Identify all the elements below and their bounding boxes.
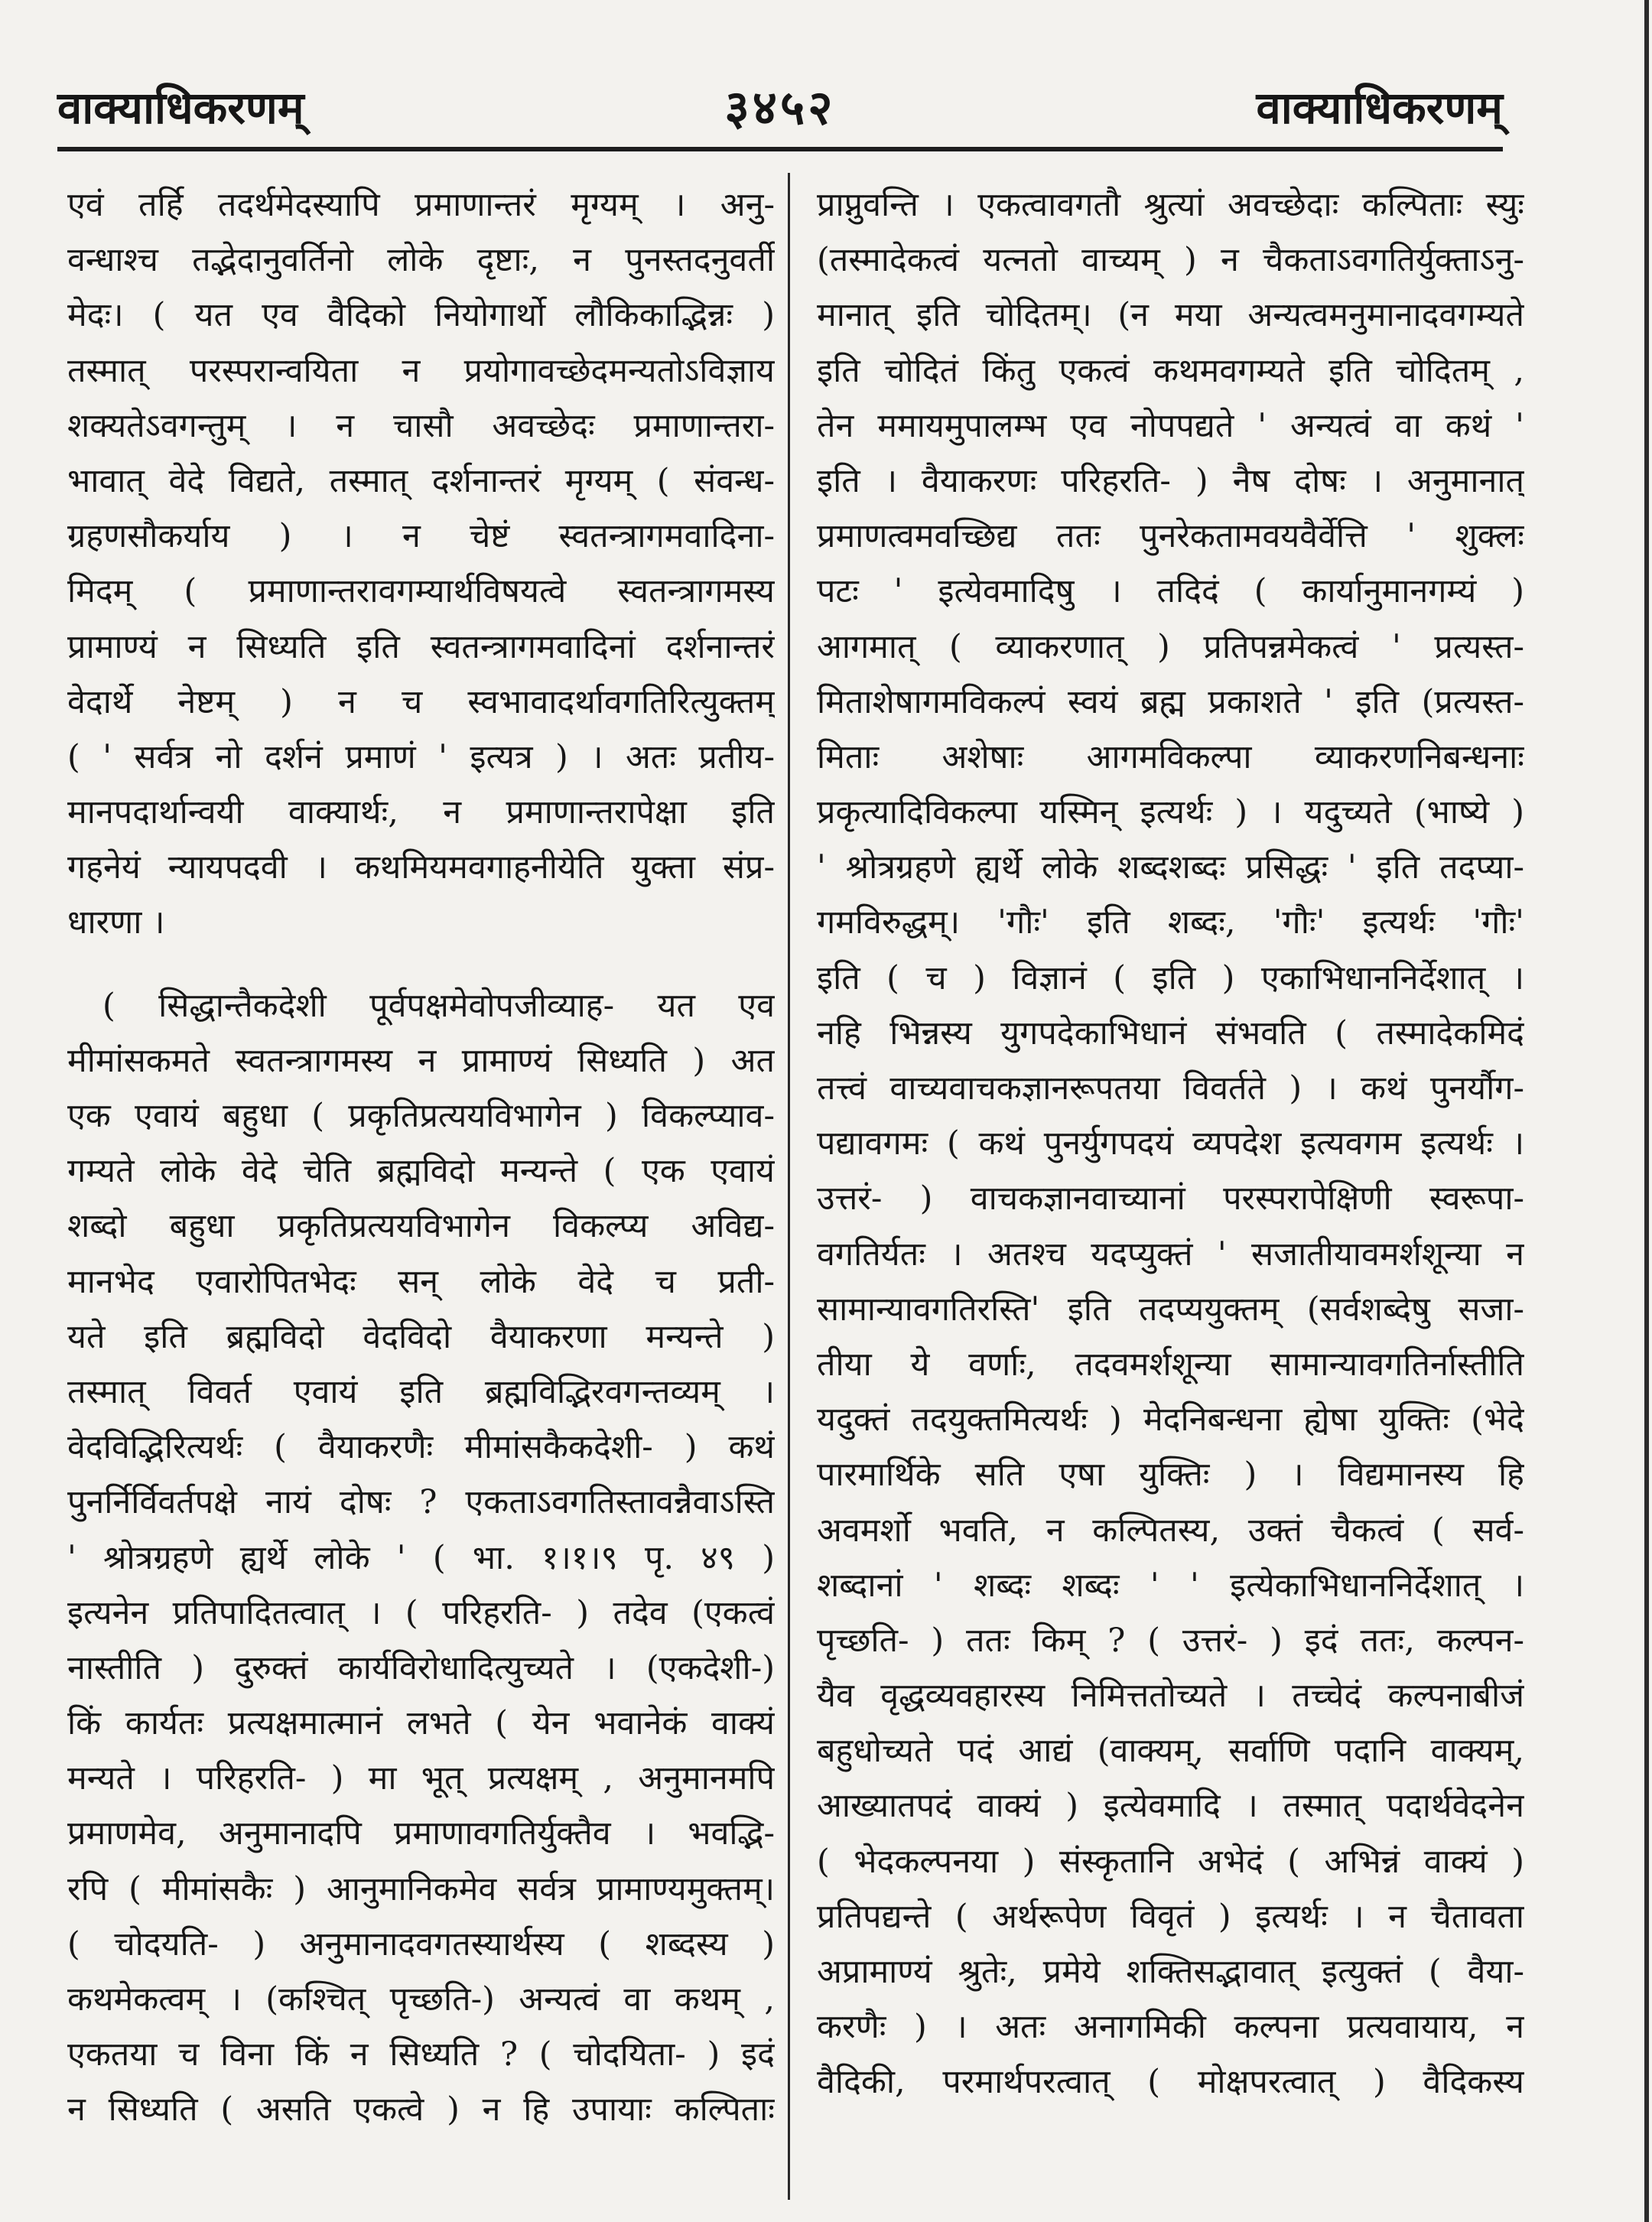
page-number: ३४५२ xyxy=(724,80,836,135)
text-line: अप्रामाण्यं श्रुतेः, प्रमेये शक्तिसद्भावात् इत्युक्तं ( वैया- xyxy=(817,1953,1524,1991)
text-line: ( चोदयति- ) अनुमानादवगतस्यार्थस्य ( शब्दस्य ) xyxy=(67,1924,775,1963)
text-line: ( भेदकल्पनया ) संस्कृतानि अभेदं ( अभिन्नं वाक्यं ) xyxy=(817,1842,1524,1881)
text-line: उत्तरं- ) वाचकज्ञानवाच्यानां परस्परापेक्षिणी स्वरूपा- xyxy=(817,1179,1524,1218)
text-line: गहनेयं न्यायपदवी । कथमियमवगाहनीयेति युक्ता संप्र- xyxy=(67,848,775,887)
text-line: यते इति ब्रह्मविदो वेदविदो वैयाकरणा मन्यन्ते ) xyxy=(67,1317,775,1356)
text-line: मेदः। ( यत एव वैदिको नियोगार्थो लौकिकाद्भिन्नः ) xyxy=(67,296,775,335)
text-line: ग्रहणसौकर्याय ) । न चेष्टं स्वतन्त्रागमवादिना- xyxy=(67,517,775,556)
text-line: मन्यते । परिहरति- ) मा भूत् प्रत्यक्षम् , अनुमानमपि xyxy=(67,1759,775,1798)
text-line: ' श्रोत्रग्रहणे ह्यर्थे लोके ' ( भा. १।१।९ पृ. ४९ ) xyxy=(67,1538,775,1577)
text-line: प्रकृत्यादिविकल्पा यस्मिन् इत्यर्थः ) । यदुच्यते (भाष्ये ) xyxy=(817,793,1524,832)
text-line: यैव वृद्धव्यवहारस्य निमित्ततोच्यते । तच्चेदं कल्पनाबीजं xyxy=(817,1677,1524,1716)
text-line: बहुधोच्यते पदं आद्यं (वाक्यम्, सर्वाणि पदानि वाक्यम्, xyxy=(817,1732,1524,1771)
text-line: रपि ( मीमांसकैः ) आनुमानिकमेव सर्वत्र प्रामाण्यमुक्तम्। xyxy=(67,1869,775,1908)
text-line: धारणा । xyxy=(67,903,165,942)
text-line: तत्त्वं वाच्यवाचकज्ञानरूपतया विवर्तते ) । कथं पुनर्यौग- xyxy=(817,1069,1524,1108)
text-line: अवमर्शो भवति, न कल्पितस्य, उक्तं चैकत्वं ( सर्व- xyxy=(817,1511,1524,1550)
text-line: वगतिर्यतः । अतश्च यदप्युक्तं ' सजातीयावमर्शशून्या न xyxy=(817,1235,1524,1274)
text-line: गमविरुद्धम्। 'गौः' इति शब्दः, 'गौः' इत्यर्थः 'गौः' xyxy=(817,903,1524,942)
text-line: पद्यावगमः ( कथं पुनर्युगपदयं व्यपदेश इत्यवगम इत्यर्थः । xyxy=(817,1124,1524,1163)
text-line: मानभेद एवारोपितभेदः सन् लोके वेदे च प्रती- xyxy=(67,1262,775,1301)
text-line: न सिध्यति ( असति एकत्वे ) न हि उपायाः कल्पिताः xyxy=(67,2090,775,2129)
text-line: इत्यनेन प्रतिपादितत्वात् । ( परिहरति- ) तदेव (एकत्वं xyxy=(67,1593,775,1632)
text-line: ( ' सर्वत्र नो दर्शनं प्रमाणं ' इत्यत्र ) । अतः प्रतीय- xyxy=(67,737,775,776)
text-line: पारमार्थिके सति एषा युक्तिः ) । विद्यमानस्य हि xyxy=(817,1456,1524,1495)
text-line: वन्धाश्च तद्भेदानुवर्तिनो लोके दृष्टाः, न पुनस्तदनुवर्ती xyxy=(67,241,775,280)
running-title-right: वाक्याधिकरणम् xyxy=(1256,82,1503,134)
text-line: मिताशेषागमविकल्पं स्वयं ब्रह्म प्रकाशते ' इति (प्रत्यस्त- xyxy=(817,682,1524,721)
text-line: वेदविद्भिरित्यर्थः ( वैयाकरणैः मीमांसकैकदेशी- ) कथं xyxy=(67,1428,775,1467)
text-line: (तस्मादेकत्वं यत्नतो वाच्यम् ) न चैकताऽवगतिर्युक्ताऽनु- xyxy=(817,241,1524,280)
text-line: इति चोदितं किंतु एकत्वं कथमवगम्यते इति चोदितम् , xyxy=(817,351,1524,390)
page-header xyxy=(57,73,1503,147)
text-line: मानपदार्थान्वयी वाक्यार्थः, न प्रमाणान्तरापेक्षा इति xyxy=(67,793,775,832)
text-line: आख्यातपदं वाक्यं ) इत्येवमादि । तस्मात् पदार्थवेदनेन xyxy=(817,1787,1524,1826)
text-line: मानात् इति चोदितम्। (न मया अन्यत्वमनुमानादवगम्यते xyxy=(817,296,1524,335)
text-line: करणैः ) । अतः अनागमिकी कल्पना प्रत्यवायाय, न xyxy=(817,2008,1524,2047)
text-line: नास्तीति ) दुरुक्तं कार्यविरोधादित्युच्यते । (एकदेशी-) xyxy=(67,1648,775,1687)
text-line: मिदम् ( प्रमाणान्तरावगम्यार्थविषयत्वे स्वतन्त्रागमस्य xyxy=(67,572,775,611)
text-line: ' श्रोत्रग्रहणे ह्यर्थे लोके शब्दशब्दः प्रसिद्धः ' इति तदप्या- xyxy=(817,848,1524,887)
text-line: शक्यतेऽवगन्तुम् । न चासौ अवच्छेदः प्रमाणान्तरा- xyxy=(67,406,775,445)
text-line: एवं तर्हि तदर्थमेदस्यापि प्रमाणान्तरं मृग्यम् । अनु- xyxy=(67,186,775,224)
text-line: शब्दानां ' शब्दः शब्दः ' ' इत्येकाभिधाननिर्देशात् । xyxy=(817,1566,1524,1605)
text-line: तीया ये वर्णाः, तदवमर्शशून्या सामान्यावगतिर्नास्तीति xyxy=(817,1345,1524,1384)
header-rule xyxy=(57,147,1503,151)
text-line: यदुक्तं तदयुक्तमित्यर्थः ) मेदनिबन्धना ह्येषा युक्तिः (भेदे xyxy=(817,1401,1524,1440)
text-line: कथमेकत्वम् । (कश्चित् पृच्छति-) अन्यत्वं वा कथम् , xyxy=(67,1980,775,2019)
text-line: भावात् वेदे विद्यते, तस्मात् दर्शनान्तरं मृग्यम् ( संवन्ध- xyxy=(67,461,775,500)
text-line: तेन ममायमुपालम्भ एव नोपपद्यते ' अन्यत्वं वा कथं ' xyxy=(817,406,1524,445)
text-line: वैदिकी, परमार्थपरत्वात् ( मोक्षपरत्वात् ) वैदिकस्य xyxy=(817,2063,1524,2102)
text-line: एकतया च विना किं न सिध्यति ? ( चोदयिता- ) इदं xyxy=(67,2035,775,2074)
text-line: गम्यते लोके वेदे चेति ब्रह्मविदो मन्यन्ते ( एक एवायं xyxy=(67,1152,775,1191)
text-line: किं कार्यतः प्रत्यक्षमात्मानं लभते ( येन भवानेकं वाक्यं xyxy=(67,1704,775,1743)
text-line: सामान्यावगतिरस्ति' इति तदप्ययुक्तम् (सर्वशब्देषु सजा- xyxy=(817,1290,1524,1329)
text-line: तस्मात् परस्परान्वयिता न प्रयोगावच्छेदमन्यतोऽविज्ञाय xyxy=(67,351,775,390)
text-line: प्रमाणमेव, अनुमानादपि प्रमाणावगतिर्युक्तैव । भवद्भि- xyxy=(67,1814,775,1853)
text-line: इति । वैयाकरणः परिहरति- ) नैष दोषः । अनुमानात् xyxy=(817,461,1524,500)
text-line: नहि भिन्नस्य युगपदेकाभिधानं संभवति ( तस्मादेकमिदं xyxy=(817,1013,1524,1052)
running-title-left: वाक्याधिकरणम् xyxy=(57,82,304,134)
text-line: पुनर्निर्विवर्तपक्षे नायं दोषः ? एकताऽवगतिस्तावन्नैवाऽस्ति xyxy=(67,1483,775,1522)
text-line: प्रामाण्यं न सिध्यति इति स्वतन्त्रागमवादिनां दर्शनान्तरं xyxy=(67,627,775,666)
text-line: शब्दो बहुधा प्रकृतिप्रत्ययविभागेन विकल्प्य अविद्य- xyxy=(67,1207,775,1246)
text-line: तस्मात् विवर्त एवायं इति ब्रह्मविद्भिरवगन्तव्यम् । xyxy=(67,1372,775,1411)
paragraph-gap xyxy=(67,951,775,978)
text-line: पृच्छति- ) ततः किम् ? ( उत्तरं- ) इदं ततः, कल्पन- xyxy=(817,1621,1524,1660)
left-column xyxy=(67,177,775,2197)
text-line: प्रतिपद्यन्ते ( अर्थरूपेण विवृतं ) इत्यर्थः । न चैतावता xyxy=(817,1897,1524,1936)
column-divider xyxy=(788,173,790,2200)
text-line: मीमांसकमते स्वतन्त्रागमस्य न प्रामाण्यं सिध्यति ) अत xyxy=(67,1041,775,1080)
text-line: एक एवायं बहुधा ( प्रकृतिप्रत्ययविभागेन ) विकल्प्याव- xyxy=(67,1097,775,1135)
text-line: वेदार्थे नेष्टम् ) न च स्वभावादर्थावगतिरित्युक्तम् xyxy=(67,682,775,721)
text-line: इति ( च ) विज्ञानं ( इति ) एकाभिधाननिर्देशात् । xyxy=(817,958,1524,997)
text-line: आगमात् ( व्याकरणात् ) प्रतिपन्नमेकत्वं ' प्रत्यस्त- xyxy=(817,627,1524,666)
text-line: प्राप्नुवन्ति । एकत्वावगतौ श्रुत्यां अवच्छेदाः कल्पिताः स्युः xyxy=(817,186,1524,224)
text-line: ( सिद्धान्तैकदेशी पूर्वपक्षमेवोपजीव्याह- यत एव xyxy=(102,986,775,1025)
scan-edge-line xyxy=(1644,0,1649,2222)
right-column xyxy=(817,177,1524,2197)
text-line: प्रमाणत्वमवच्छिद्य ततः पुनरेकतामवयवैर्वेत्ति ' शुक्लः xyxy=(817,517,1524,556)
text-line: पटः ' इत्येवमादिषु । तदिदं ( कार्यानुमानगम्यं ) xyxy=(817,572,1524,611)
text-line: मिताः अशेषाः आगमविकल्पा व्याकरणनिबन्धनाः xyxy=(817,737,1524,776)
